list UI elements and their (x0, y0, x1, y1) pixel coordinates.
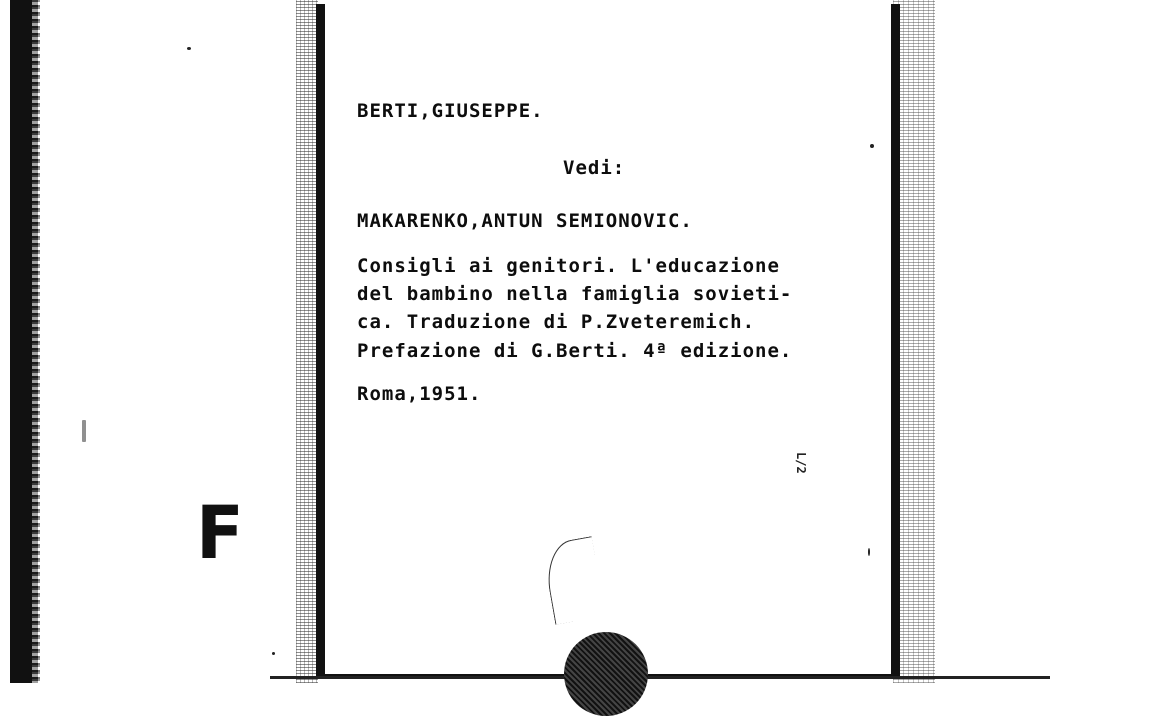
description-line: ca. Traduzione di P.Zveteremich. (357, 311, 756, 333)
card-punch-hole (564, 632, 648, 716)
referenced-author: MAKARENKO,ANTUN SEMIONOVIC. (357, 210, 693, 232)
publication-info: Roma,1951. (357, 383, 482, 405)
card-bottom-edge (270, 676, 1050, 679)
shelf-code: L/2 (794, 452, 808, 474)
see-reference-label: Vedi: (563, 157, 626, 179)
description-line: Consigli ai genitori. L'educazione (357, 255, 780, 277)
speck (272, 652, 275, 655)
scan-noise-left (296, 0, 318, 683)
speck (82, 420, 86, 442)
speck (868, 548, 870, 556)
speck (187, 47, 191, 50)
card-heading: BERTI,GIUSEPPE. (357, 100, 544, 122)
description-line: del bambino nella famiglia sovieti- (357, 283, 793, 305)
scan-left-edge (10, 0, 38, 683)
description-line: Prefazione di G.Berti. 4ª edizione. (357, 340, 793, 362)
speck (870, 144, 874, 148)
drawer-letter: F (196, 489, 244, 577)
